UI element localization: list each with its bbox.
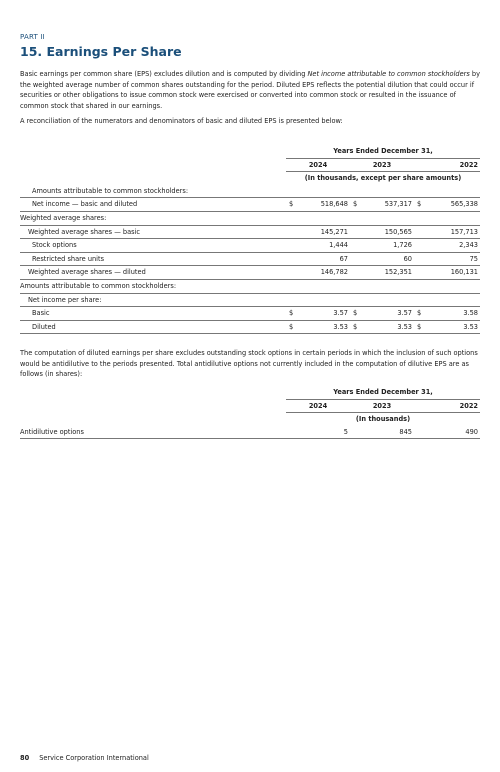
units-note: (In thousands, except per share amounts) [304,174,462,183]
value-2023: 60 [362,252,414,266]
row-label: Net income — basic and diluted [20,198,286,212]
row-label: Restricted share units [20,252,286,266]
intro-italic-term: Net income attributable to common stockholders [307,70,470,78]
year-header-row [20,158,480,172]
value-2023: 537,317 [362,198,414,212]
currency-symbol: $ [414,320,426,334]
value-2022: 3.58 [426,307,480,321]
value-2024: 518,648 [298,198,350,212]
value-2022: 160,131 [426,266,480,280]
row-label: Weighted average shares: [20,211,480,225]
value-2022: 2,343 [426,239,480,253]
table-row [20,185,480,198]
period-header-row [20,386,480,399]
currency-symbol: $ [414,198,426,212]
value-2024: 5 [298,426,350,439]
period-header: Years Ended December 31, [286,386,480,399]
value-2023: 845 [362,426,414,439]
row-label: Diluted [20,320,286,334]
currency-symbol: $ [286,320,298,334]
table-row [20,320,480,334]
value-2023: 152,351 [362,266,414,280]
units-row [20,413,480,426]
currency-symbol: $ [350,198,362,212]
table-row [20,307,480,321]
year-header-2023: 2023 [350,158,414,172]
value-2022: 490 [426,426,480,439]
intro-text-start: Basic earnings per common share (EPS) excludes dilution and is computed by dividing [20,70,308,78]
antidilutive-paragraph: The computation of diluted earnings per share excludes outstanding stock options in certain periods in which the inclusion of such options would be antidilutive to the periods presented. Total antidilutive options not currently included in the computation of dilutive EPS are as follows (in shares): [20,349,478,378]
table-row [20,198,480,212]
row-label: Weighted average shares — diluted [20,266,286,280]
currency-symbol: $ [350,320,362,334]
table-row [20,211,480,225]
value-2022: 157,713 [426,225,480,239]
row-label: Weighted average shares — basic [20,225,286,239]
eps-reconciliation-table [20,145,480,334]
table-row [20,293,480,307]
table-row [20,279,480,293]
value-2022: 75 [426,252,480,266]
value-2024: 3.57 [298,307,350,321]
intro-text-end: by the weighted average number of common shares outstanding for the period. Diluted EPS reflects the potential dilution that could occur if securities or other obligations to issue common stock were exercised or converted into common stock or resulted in the issuance of common stock that shared in our earnings. [20,70,480,110]
table-row [20,252,480,266]
table-row [20,266,480,280]
units-row [20,172,480,185]
currency-symbol: $ [414,307,426,321]
table-row [20,239,480,253]
row-label: Stock options [20,239,286,253]
year-header-2024: 2024 [286,158,350,172]
table-row [20,225,480,239]
value-2024: 67 [298,252,350,266]
value-2023: 3.57 [362,307,414,321]
value-2022: 3.53 [426,320,480,334]
section-label: PART II [20,33,45,41]
row-label: Basic [20,307,286,321]
reconciliation-intro: A reconciliation of the numerators and denominators of basic and diluted EPS is presented below: [20,117,343,125]
currency-symbol: $ [286,198,298,212]
value-2023: 1,726 [362,239,414,253]
period-header: Years Ended December 31, [286,145,480,158]
value-2023: 3.53 [362,320,414,334]
currency-symbol: $ [350,307,362,321]
year-header-2023: 2023 [350,399,414,413]
year-header-2022: 2022 [414,399,480,413]
value-2024: 3.53 [298,320,350,334]
currency-symbol: $ [286,307,298,321]
row-label: Amounts attributable to common stockholders: [20,185,480,198]
value-2022: 565,338 [426,198,480,212]
year-header-row [20,399,480,413]
row-label: Net income per share: [20,293,480,307]
table-row [20,426,480,439]
value-2023: 150,565 [362,225,414,239]
value-2024: 145,271 [298,225,350,239]
page-footer [20,754,149,762]
year-header-2024: 2024 [286,399,350,413]
page-number: 80 [20,754,30,762]
value-2024: 1,444 [298,239,350,253]
row-label: Amounts attributable to common stockholders: [20,279,480,293]
value-2024: 146,782 [298,266,350,280]
intro-paragraph [20,69,480,111]
row-label: Antidilutive options [20,426,286,439]
period-header-row [20,145,480,158]
units-note: (In thousands) [355,415,411,424]
year-header-2022: 2022 [414,158,480,172]
note-heading: 15. Earnings Per Share [20,44,182,59]
antidilutive-table [20,386,480,439]
company-name: Service Corporation International [39,754,149,762]
